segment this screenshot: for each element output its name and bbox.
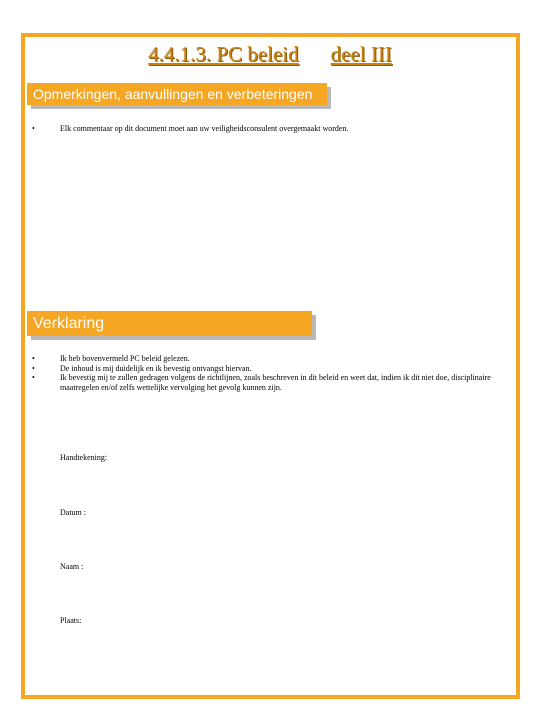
- list-item-text: Ik heb bovenvermeld PC beleid gelezen.: [60, 354, 190, 363]
- document-title: [0, 42, 540, 67]
- list-item: [30, 364, 500, 374]
- remarks-list: [30, 124, 500, 134]
- list-item-text: De inhoud is mij duidelijk en ik bevestig ontvangst hiervan.: [60, 363, 252, 373]
- title-part-1: 4.4.1.3. PC beleid: [148, 42, 299, 66]
- bullet-icon: •: [32, 124, 35, 133]
- list-item: [30, 124, 500, 134]
- date-label: Datum :: [60, 508, 86, 517]
- list-item-text: Ik bevestig mij te zullen gedragen volgens de richtlijnen, zoals beschreven in dit beleid en weet dat, indien ik dit niet doe, disciplinaire maatregelen en/of zelfs wettelijke vervolging het gevolg kunnen zijn.: [60, 373, 491, 392]
- list-item: [30, 373, 500, 392]
- name-label: Naam :: [60, 562, 84, 571]
- bullet-icon: •: [32, 373, 35, 382]
- remarks-section-heading: Opmerkingen, aanvullingen en verbeteringen: [27, 83, 327, 105]
- declaration-list: [30, 354, 500, 392]
- signature-label: Handtekening:: [60, 453, 108, 462]
- list-item-text: Elk commentaar op dit document moet aan uw veiligheidsconsulent overgemaakt worden.: [60, 124, 349, 133]
- title-part-2: deel III: [330, 42, 392, 66]
- bullet-icon: •: [32, 363, 35, 373]
- list-item: [30, 354, 500, 364]
- place-label: Plaats:: [60, 616, 82, 625]
- bullet-icon: •: [32, 354, 35, 363]
- declaration-section-heading: Verklaring: [27, 311, 312, 336]
